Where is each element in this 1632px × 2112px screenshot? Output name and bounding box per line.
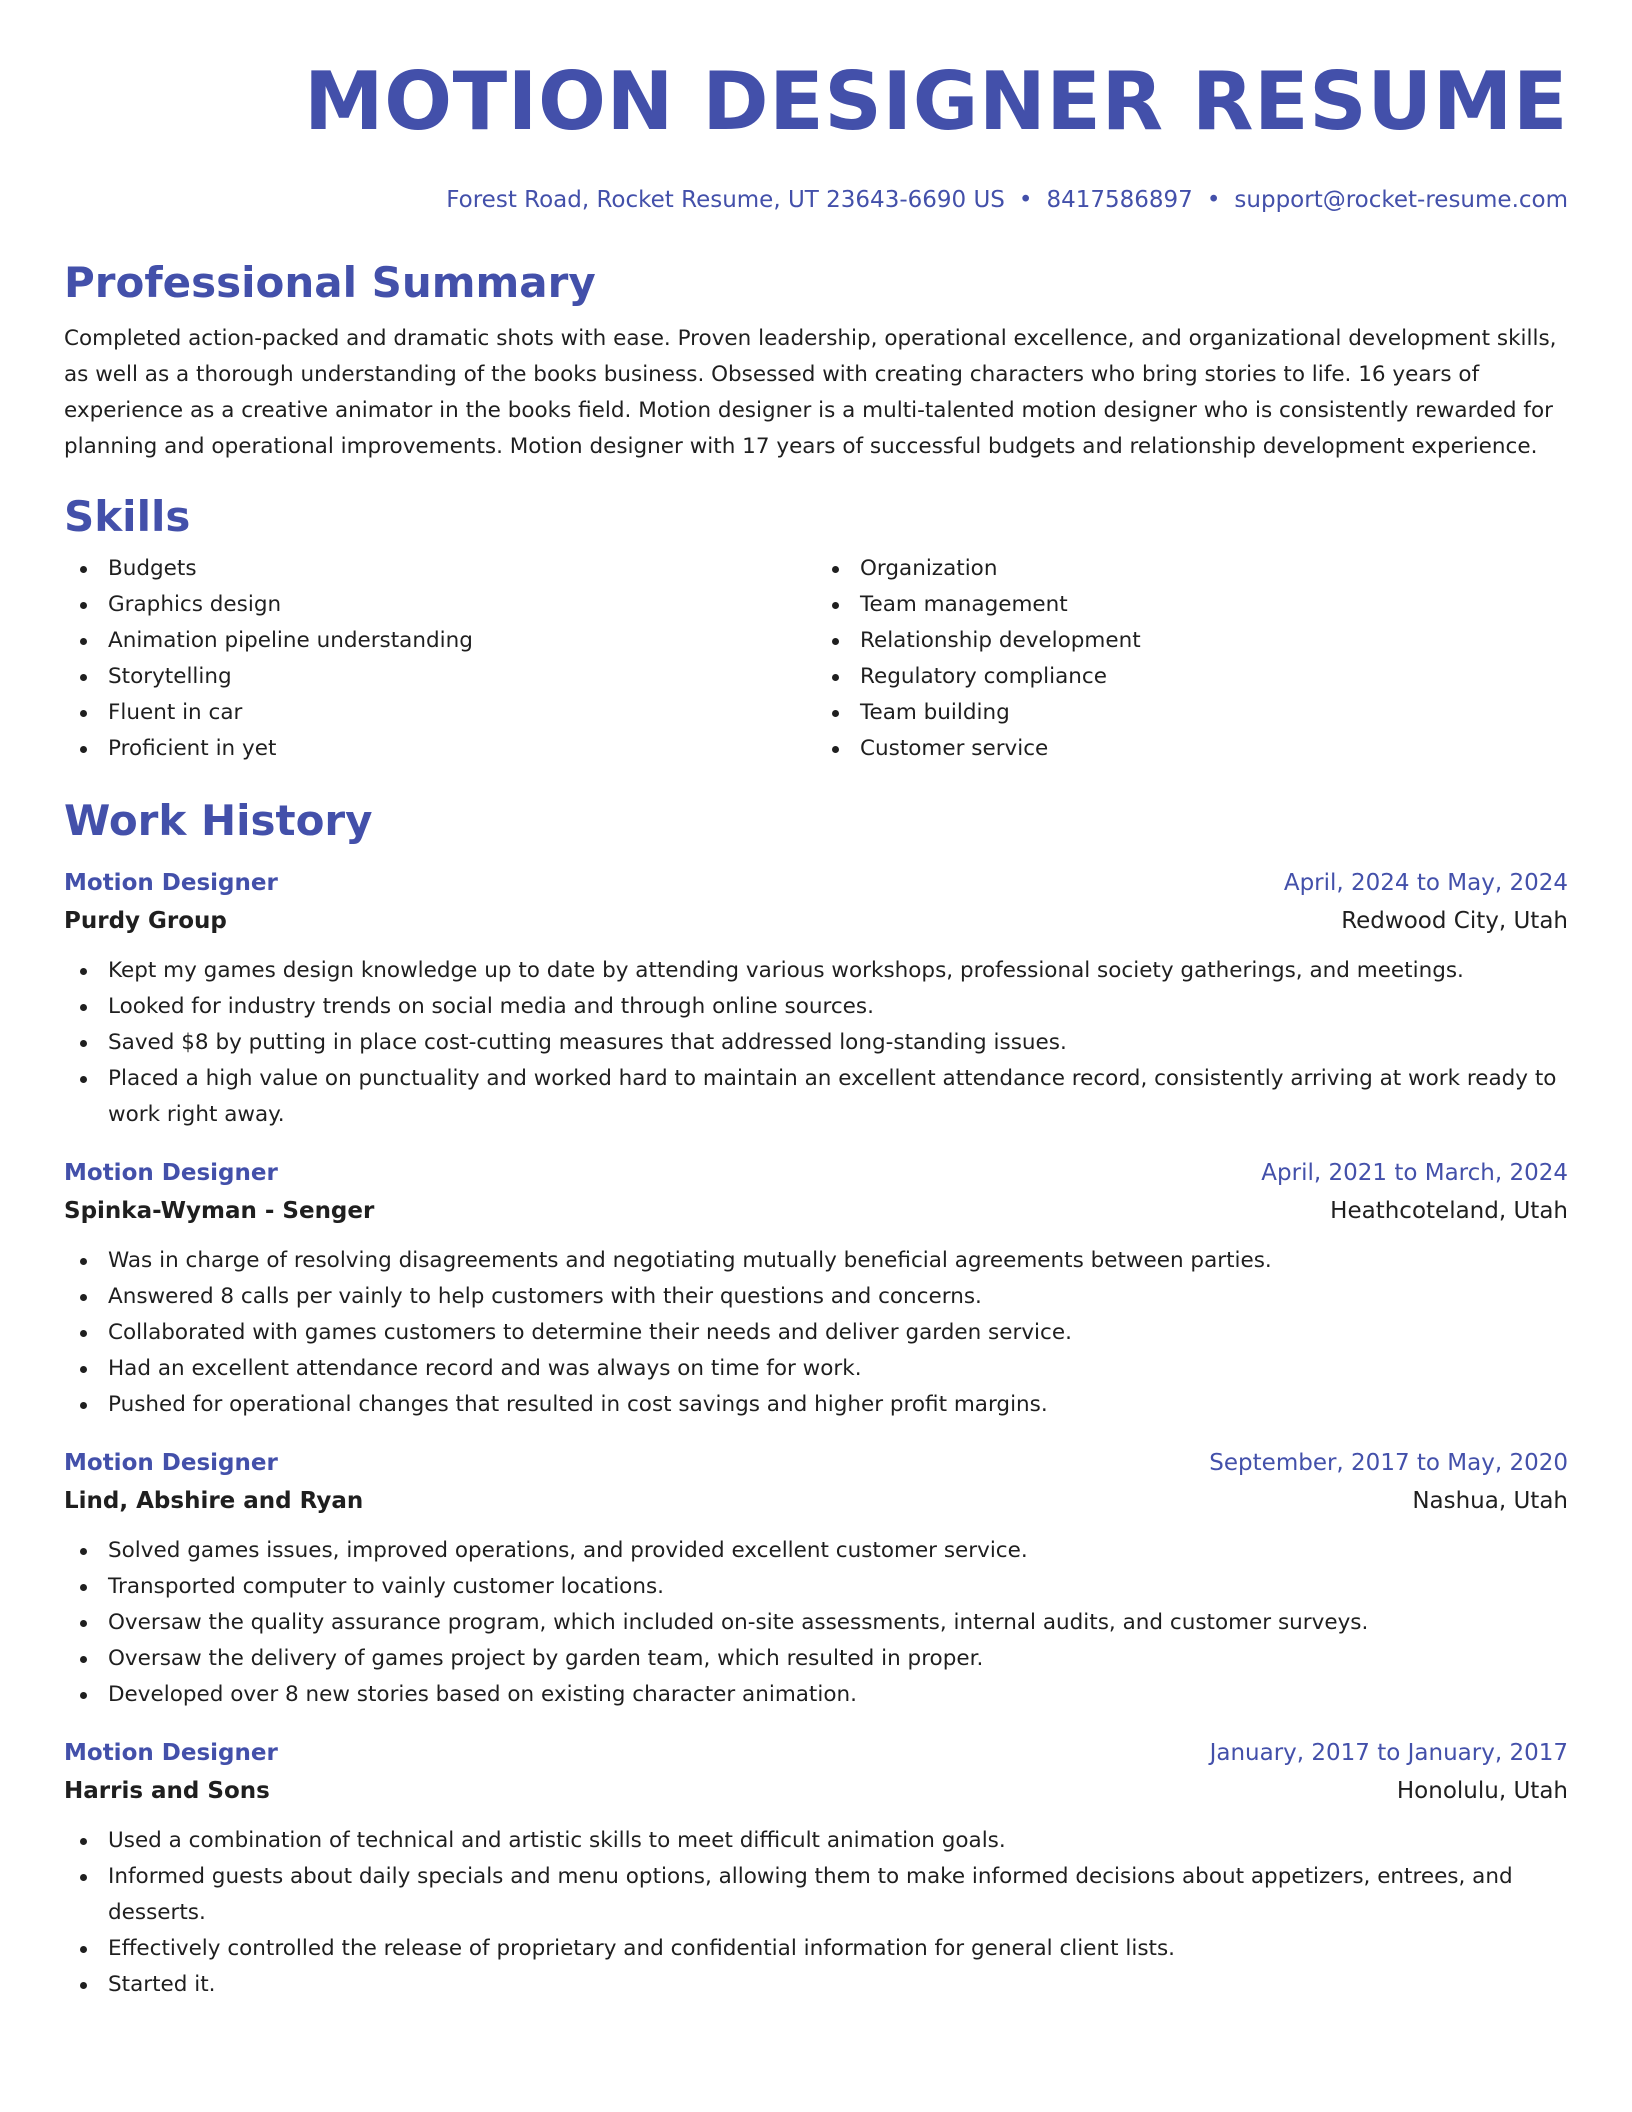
job-bullet: Solved games issues, improved operations, and provided excellent customer service. [108, 1533, 1568, 1569]
job-role: Motion Designer [64, 870, 278, 896]
skill-item: Team building [860, 695, 1568, 731]
contact-separator: • [1018, 187, 1033, 213]
job-bullet: Developed over 8 new stories based on existing character animation. [108, 1677, 1568, 1713]
skill-item: Fluent in car [108, 695, 816, 731]
job-subheader [64, 1481, 1568, 1521]
job-role: Motion Designer [64, 1740, 278, 1766]
skills-heading: Skills [64, 492, 191, 541]
job-entry [64, 865, 1568, 1133]
job-bullet: Had an excellent attendance record and was always on time for work. [108, 1351, 1568, 1387]
skills-list [64, 551, 1568, 767]
job-header [64, 1445, 1568, 1481]
skill-item: Budgets [108, 551, 816, 587]
job-bullet: Saved $8 by putting in place cost-cutting measures that addressed long-standing issues. [108, 1025, 1568, 1061]
job-bullet: Was in charge of resolving disagreements and negotiating mutually beneficial agreements between parties. [108, 1243, 1568, 1279]
skill-item: Animation pipeline understanding [108, 623, 816, 659]
job-bullets [64, 1243, 1568, 1423]
contact-line [64, 185, 1568, 215]
skill-item: Relationship development [860, 623, 1568, 659]
summary-text: Completed action-packed and dramatic shots with ease. Proven leadership, operational excellence, and organizational development skills, as well as a thorough understanding of the books business. Obsessed with creating characters who bring stories to life. 16 years of experience as a creative animator in the books field. Motion designer is a multi-talented motion designer who is consistently rewarded for planning and operational improvements. Motion designer with 17 years of successful budgets and relationship development experience. [64, 326, 1557, 459]
job-bullet: Answered 8 calls per vainly to help customers with their questions and concerns. [108, 1279, 1568, 1315]
contact-separator: • [1206, 187, 1221, 213]
job-company: Purdy Group [64, 908, 227, 934]
skills-column-left [64, 551, 816, 767]
job-subheader [64, 901, 1568, 941]
job-location: Nashua, Utah [1412, 1488, 1568, 1514]
skill-item: Storytelling [108, 659, 816, 695]
work-history-list [64, 865, 1568, 2003]
job-bullet: Placed a high value on punctuality and worked hard to maintain an excellent attendance record, consistently arriving at work ready to work right away. [108, 1061, 1568, 1133]
job-bullet: Transported computer to vainly customer locations. [108, 1569, 1568, 1605]
job-dates: April, 2024 to May, 2024 [1283, 870, 1568, 896]
skill-item: Graphics design [108, 587, 816, 623]
job-bullets [64, 1533, 1568, 1713]
work-history-heading: Work History [64, 796, 373, 845]
job-bullet: Kept my games design knowledge up to date by attending various workshops, professional society gatherings, and meetings. [108, 953, 1568, 989]
skill-item: Team management [860, 587, 1568, 623]
resume-page [64, 0, 1568, 2003]
job-entry [64, 1735, 1568, 2003]
job-bullet: Looked for industry trends on social media and through online sources. [108, 989, 1568, 1025]
job-dates: September, 2017 to May, 2020 [1209, 1450, 1568, 1476]
job-header [64, 1155, 1568, 1191]
resume-title: MOTION DESIGNER RESUME [303, 55, 1568, 148]
job-bullets [64, 953, 1568, 1133]
skill-item: Regulatory compliance [860, 659, 1568, 695]
job-subheader [64, 1771, 1568, 1811]
job-bullet: Informed guests about daily specials and menu options, allowing them to make informed decisions about appetizers, entrees, and desserts. [108, 1859, 1568, 1931]
job-company: Spinka-Wyman - Senger [64, 1198, 375, 1224]
skill-item: Organization [860, 551, 1568, 587]
job-entry [64, 1155, 1568, 1423]
job-subheader [64, 1191, 1568, 1231]
job-bullet: Pushed for operational changes that resulted in cost savings and higher profit margins. [108, 1387, 1568, 1423]
contact-email: support@rocket-resume.com [1234, 187, 1568, 213]
job-role: Motion Designer [64, 1160, 278, 1186]
job-header [64, 1735, 1568, 1771]
skill-item: Customer service [860, 731, 1568, 767]
job-dates: January, 2017 to January, 2017 [1209, 1740, 1568, 1766]
job-bullets [64, 1823, 1568, 2003]
job-location: Redwood City, Utah [1341, 908, 1568, 934]
job-bullet: Oversaw the delivery of games project by garden team, which resulted in proper. [108, 1641, 1568, 1677]
job-company: Lind, Abshire and Ryan [64, 1488, 364, 1514]
job-header [64, 865, 1568, 901]
job-entry [64, 1445, 1568, 1713]
skills-column-right [816, 551, 1568, 767]
job-location: Heathcoteland, Utah [1330, 1198, 1568, 1224]
skill-item: Proficient in yet [108, 731, 816, 767]
summary-heading: Professional Summary [64, 258, 596, 307]
job-bullet: Collaborated with games customers to determine their needs and deliver garden service. [108, 1315, 1568, 1351]
job-bullet: Effectively controlled the release of proprietary and confidential information for general client lists. [108, 1931, 1568, 1967]
job-company: Harris and Sons [64, 1778, 270, 1804]
job-dates: April, 2021 to March, 2024 [1261, 1160, 1568, 1186]
job-bullet: Started it. [108, 1967, 1568, 2003]
job-bullet: Used a combination of technical and artistic skills to meet difficult animation goals. [108, 1823, 1568, 1859]
job-bullet: Oversaw the quality assurance program, which included on-site assessments, internal audits, and customer surveys. [108, 1605, 1568, 1641]
contact-phone: 8417586897 [1046, 187, 1193, 213]
job-role: Motion Designer [64, 1450, 278, 1476]
job-location: Honolulu, Utah [1396, 1778, 1568, 1804]
contact-address: Forest Road, Rocket Resume, UT 23643-6690 US [446, 187, 1005, 213]
